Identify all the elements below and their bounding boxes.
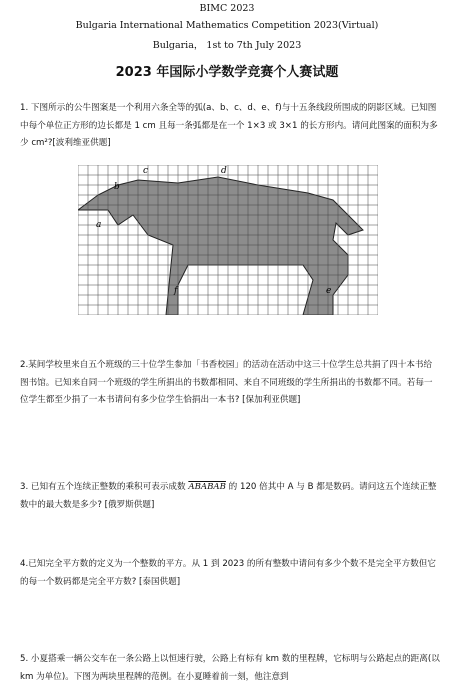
header-line-1: BIMC 2023	[199, 3, 255, 14]
question-2: 2.某间学校里来自五个班级的三十位学生参加「书香校园」的活动在活动中这三十位学生总共捐了四十本书给图书馆。已知来自同一个班级的学生所捐出的书数都相同、来自不同班级的学生所捐出的书数都不同。若每一位学生都至少捐了一本书请问有多少位学生恰捐出一本书? [保加利亚供题]	[20, 360, 433, 405]
arc-label-c: c	[143, 166, 149, 176]
question-4: 4.已知完全平方数的定义为一个整数的平方。从 1 到 2023 的所有整数中请问有多少个数不是完全平方数但它的每一个数码都是完全平方数? [泰国供题]	[20, 559, 436, 587]
page-title: 2023 年国际小学数学竞赛个人赛试题	[115, 65, 339, 80]
question-3-after: 的 120 倍其中 A 与 B 都是数码。请问这五个连续正整数中的最大数是多少? [俄罗斯供题]	[20, 482, 437, 510]
arc-label-d: d	[221, 166, 227, 176]
arc-label-f: f	[174, 286, 178, 296]
question-3	[20, 479, 440, 514]
arc-label-e: e	[326, 286, 332, 296]
arc-label-b: b	[114, 182, 120, 192]
header-line-3: Bulgaria， 1st to 7th July 2023	[152, 40, 302, 51]
question-3-before: 3. 已知有五个连续正整数的乘积可表示成数	[20, 482, 186, 492]
header-line-2: Bulgaria International Mathematics Competition 2023(Virtual)	[75, 20, 379, 31]
question-1: 1. 下图所示的公牛图案是一个利用六条全等的弧(a、b、c、d、e、f)与十五条线段所围成的阴影区域。已知图中每个单位正方形的边长都是 1 cm 且每一条弧都是在一个 1×3 或 3×1 的长方形内。请问此图案的面积为多少 cm²?[波利维亚供题]	[20, 103, 438, 148]
question-5: 5. 小夏搭乘一辆公交车在一条公路上以恒速行驶，公路上有标有 km 数的里程牌，它标明与公路起点的距离(以 km 为单位)。下图为两块里程牌的范例。在小夏睡着前一刻，他注意到	[20, 654, 440, 682]
arc-label-a: a	[96, 220, 102, 230]
bull-figure	[78, 165, 378, 315]
bull-shape	[78, 177, 363, 315]
question-3-number: ABABAB	[188, 482, 226, 492]
